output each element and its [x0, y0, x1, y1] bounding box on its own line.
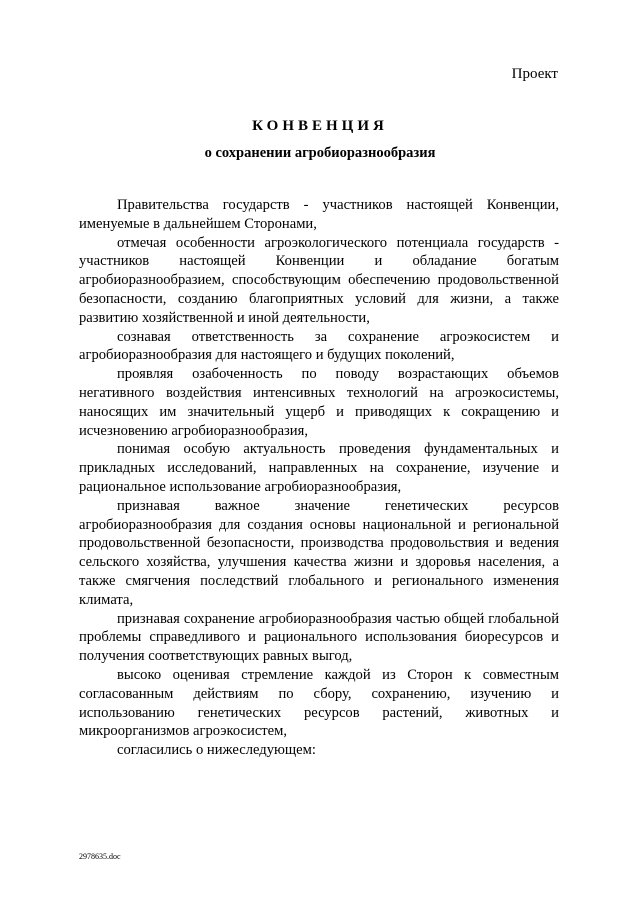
- paragraph: сознавая ответственность за сохранение агроэкосистем и агробиоразнообразия для настоящего и будущих поколений,: [79, 328, 559, 364]
- paragraph: высоко оценивая стремление каждой из Сторон к совместным согласованным действиям по сбору, сохранению, изучению и использованию генетических ресурсов растений, животных и микроорганизмов агроэкосистем,: [79, 666, 559, 740]
- paragraph: понимая особую актуальность проведения фундаментальных и прикладных исследований, направленных на сохранение, изучение и рациональное использование агробиоразнообразия,: [79, 441, 559, 495]
- paragraph: признавая важное значение генетических ресурсов агробиоразнообразия для создания основы национальной и региональной продовольственной безопасности, производства продовольствия и ведения сельского хозяйства, улучшения качества жизни и здоровья населения, а также смягчения последствий глобального и регионального изменения климата,: [79, 497, 559, 608]
- paragraph: Правительства государств - участников настоящей Конвенции, именуемые в дальнейшем Сторонами,: [79, 197, 559, 232]
- paragraph: признавая сохранение агробиоразнообразия частью общей глобальной проблемы справедливого и рационального использования биоресурсов и получения соответствующих равных выгод,: [79, 610, 559, 665]
- paragraph: отмечая особенности агроэкологического потенциала государств - участников настоящей Конвенции и обладание богатым агробиоразнообразием, способствующим обеспечению продовольственной безопасности, созданию благоприятных условий для жизни, а также развитию хозяйственной и иной деятельности,: [79, 234, 559, 326]
- paragraph: проявляя озабоченность по поводу возрастающих объемов негативного воздействия интенсивных технологий на агроэкосистемы, наносящих им значительный ущерб и приводящих к сокращению и исчезновению агробиоразнообразия,: [79, 366, 559, 439]
- footer-filename: 2978635.doc: [79, 852, 121, 861]
- document-title: КОНВЕНЦИЯ: [252, 118, 388, 134]
- document-body: [79, 196, 559, 760]
- paragraph: согласились о нижеследующем:: [117, 742, 316, 759]
- draft-stamp: Проект: [511, 66, 558, 82]
- document-subtitle: о сохранении агробиоразнообразия: [204, 145, 436, 161]
